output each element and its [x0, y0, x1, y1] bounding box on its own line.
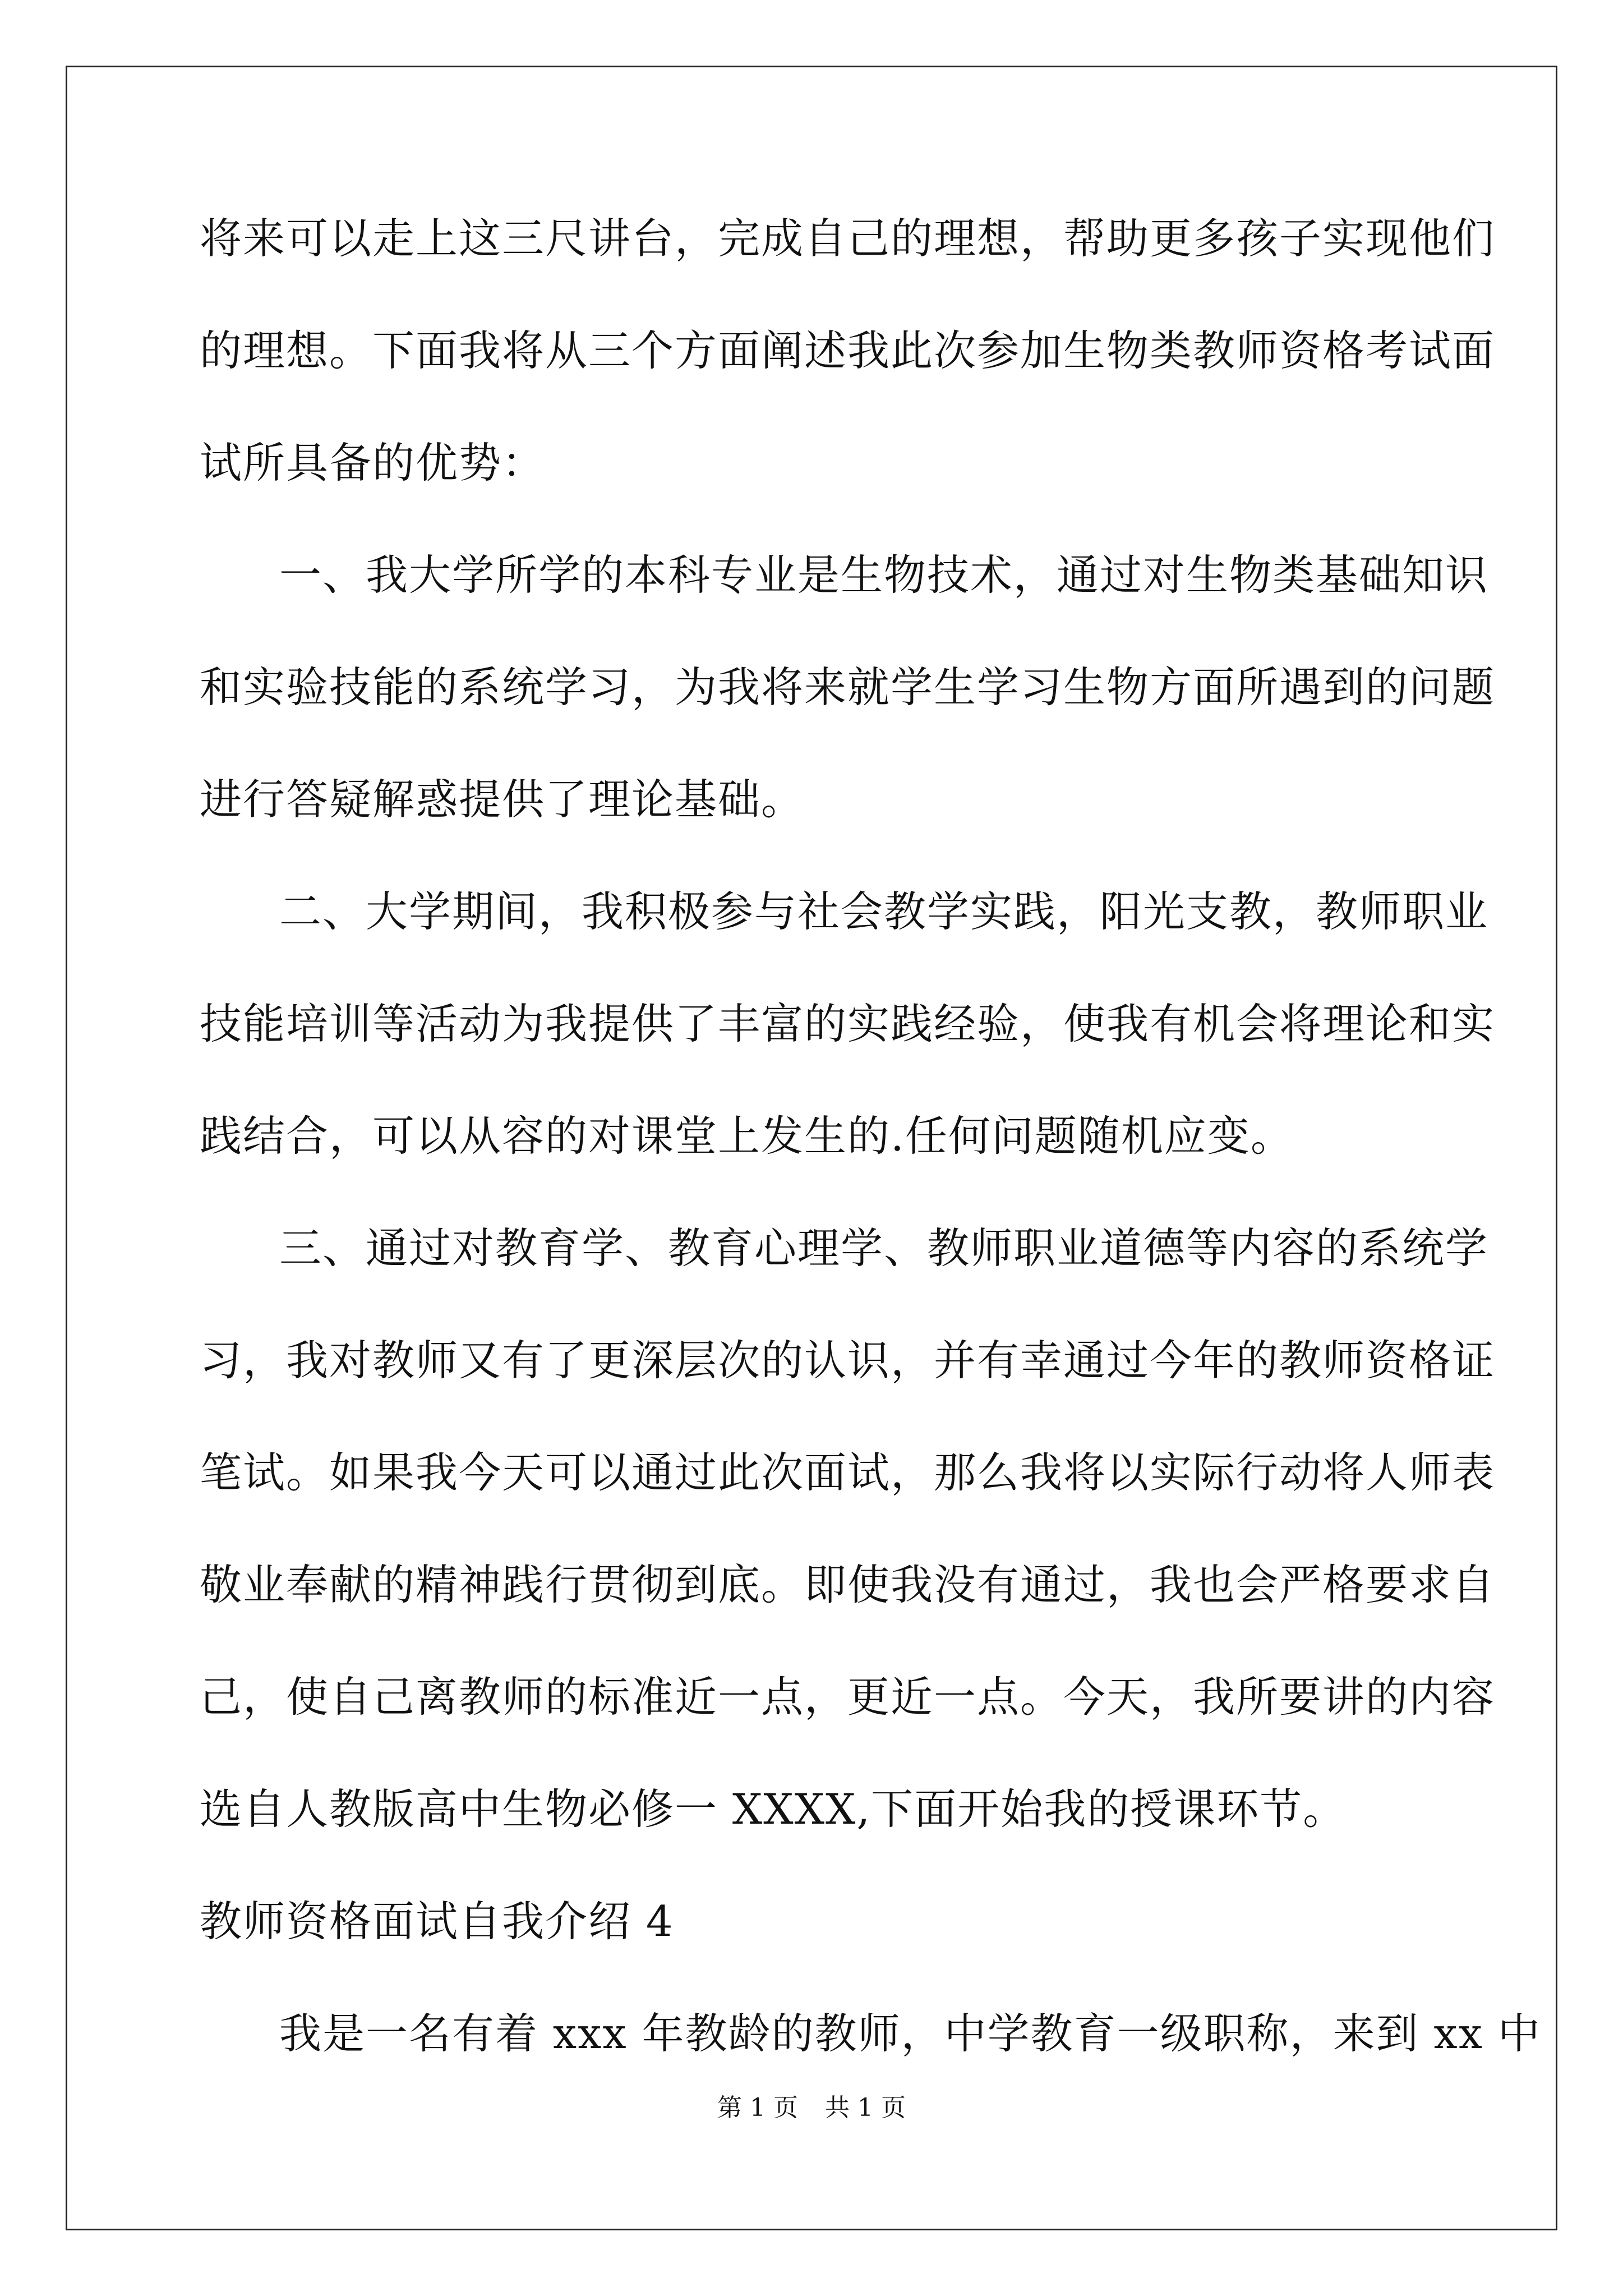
- page-footer: [0, 2091, 1623, 2125]
- text-line: 笔试。如果我今天可以通过此次面试，那么我将以实际行动将人师表: [200, 1448, 1496, 1497]
- text-line: 将来可以走上这三尺讲台，完成自己的理想，帮助更多孩子实现他们: [200, 214, 1496, 263]
- text-line: 践结合，可以从容的对课堂上发生的.任何问题随机应变。: [200, 1111, 1294, 1161]
- text-line: 选自人教版高中生物必修一 XXXX,下面开始我的授课环节。: [200, 1784, 1347, 1834]
- text-line: 习，我对教师又有了更深层次的认识，并有幸通过今年的教师资格证: [200, 1336, 1496, 1385]
- text-line: 己，使自己离教师的标准近一点，更近一点。今天，我所要讲的内容: [200, 1672, 1496, 1722]
- text-line: 技能培训等活动为我提供了丰富的实践经验，使我有机会将理论和实: [200, 999, 1496, 1048]
- paragraph-first-line: 我是一名有着 xxx 年教龄的教师，中学教育一级职称，来到 xx 中: [279, 2009, 1541, 2058]
- text-line: 和实验技能的系统学习，为我将来就学生学习生物方面所遇到的问题: [200, 662, 1496, 712]
- page-total: 共 1 页: [825, 2093, 906, 2122]
- paragraph-first-line: 二、大学期间，我积极参与社会教学实践，阳光支教，教师职业: [279, 887, 1489, 936]
- text-line: 进行答疑解惑提供了理论基础。: [200, 775, 805, 824]
- text-line: 敬业奉献的精神践行贯彻到底。即使我没有通过，我也会严格要求自: [200, 1560, 1496, 1609]
- paragraph-first-line: 一、我大学所学的本科专业是生物技术，通过对生物类基础知识: [279, 550, 1489, 600]
- section-heading: 教师资格面试自我介绍 4: [200, 1897, 674, 1946]
- text-line: 的理想。下面我将从三个方面阐述我此次参加生物类教师资格考试面: [200, 326, 1496, 375]
- paragraph-first-line: 三、通过对教育学、教育心理学、教师职业道德等内容的系统学: [279, 1223, 1489, 1273]
- page-number: 第 1 页: [717, 2093, 798, 2122]
- text-line: 试所具备的优势：: [200, 438, 546, 487]
